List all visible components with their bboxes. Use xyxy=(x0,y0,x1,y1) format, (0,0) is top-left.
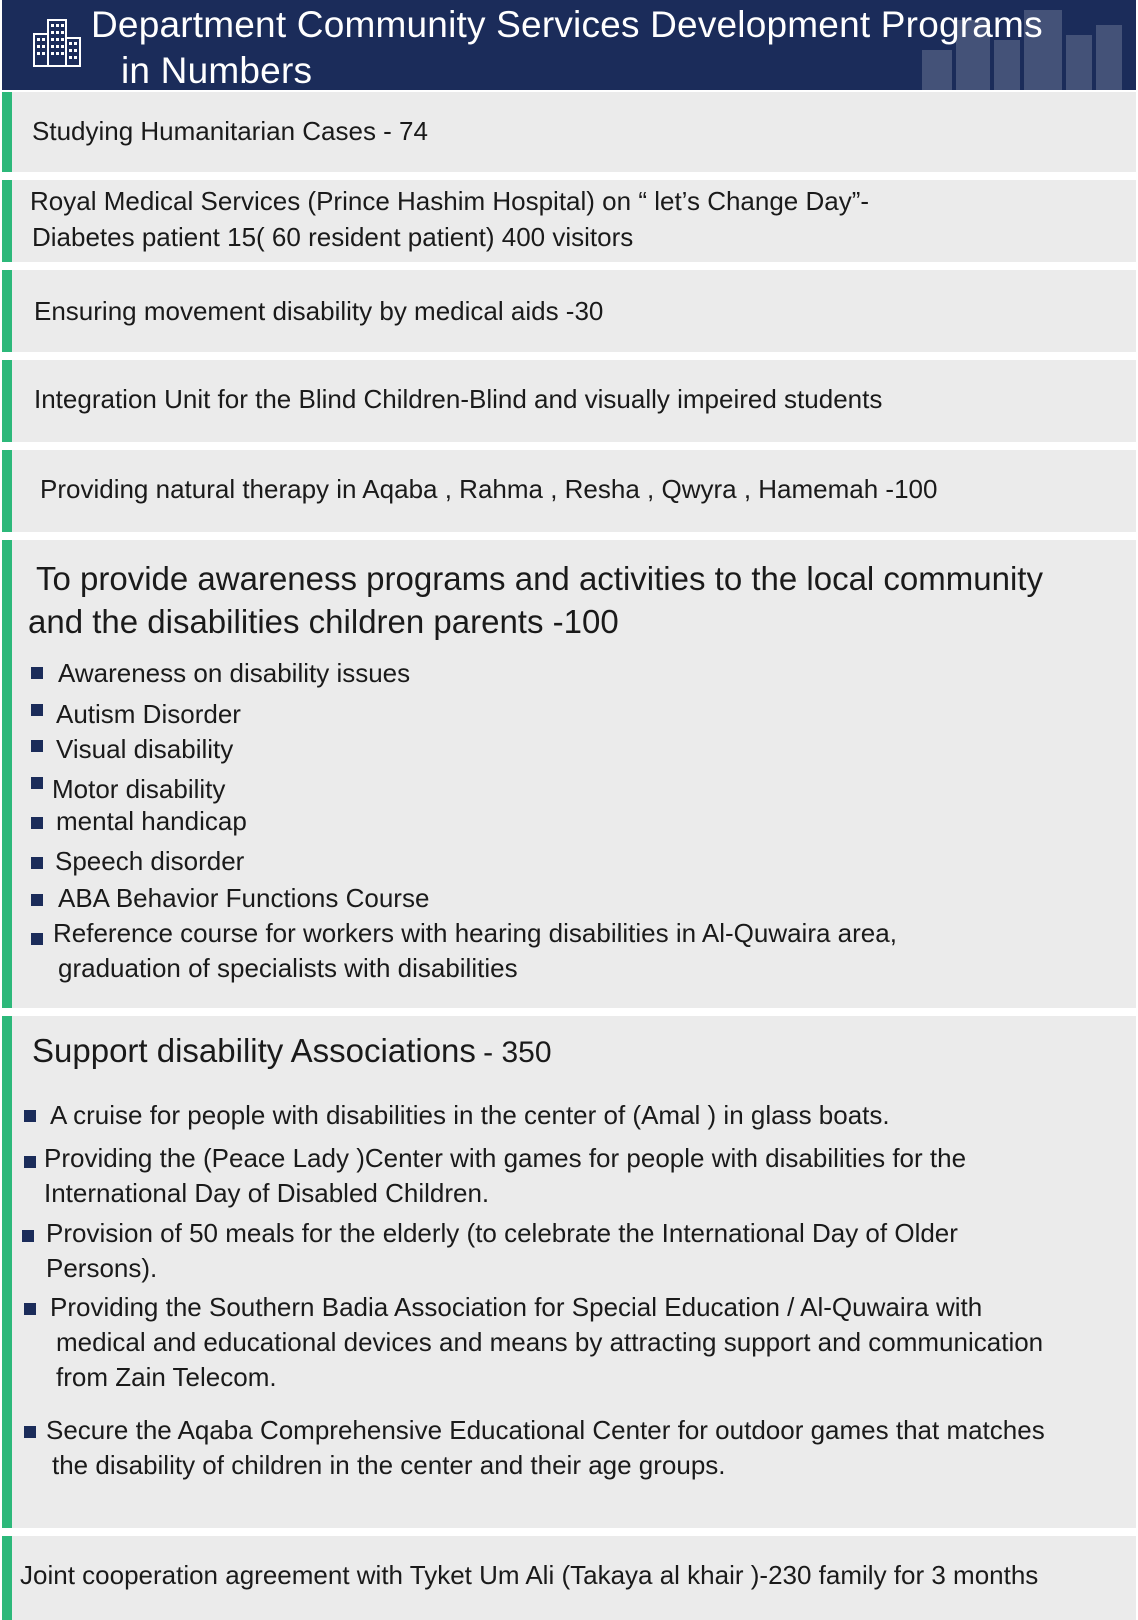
item-text-line-1: Royal Medical Services (Prince Hashim Hospital) on “ let’s Change Day”- xyxy=(30,186,870,216)
bullet-square-icon xyxy=(31,857,43,869)
support-heading-text: Support disability Associations xyxy=(32,1032,476,1069)
bullet-square-icon xyxy=(22,1230,34,1242)
bullet-square-icon xyxy=(31,817,43,829)
item-text: Integration Unit for the Blind Children-Blind and visually impeired students xyxy=(34,384,883,414)
list-item: Reference course for workers with hearing disabilities in Al-Quwaira area, xyxy=(53,918,897,948)
bullet-square-icon xyxy=(31,894,43,906)
list-item: Providing the (Peace Lady )Center with games for people with disabilities for the xyxy=(44,1143,967,1173)
support-section xyxy=(2,1016,1136,1528)
list-item: ABA Behavior Functions Course xyxy=(58,883,430,913)
list-item-continuation: graduation of specialists with disabilities xyxy=(58,953,518,983)
bullet-square-icon xyxy=(31,740,43,752)
list-item-continuation: Persons). xyxy=(46,1253,158,1283)
bullet-square-icon xyxy=(31,667,43,679)
list-item: Autism Disorder xyxy=(56,699,241,729)
item-movement xyxy=(2,270,1136,352)
bullet-square-icon xyxy=(24,1303,36,1315)
item-text: Ensuring movement disability by medical aids -30 xyxy=(34,296,604,326)
item-text: Joint cooperation agreement with Tyket Um Ali (Takaya al khair )-230 family for 3 months xyxy=(20,1560,1039,1590)
item-text-line-2: Diabetes patient 15( 60 resident patient) 400 visitors xyxy=(32,222,634,252)
list-item: Visual disability xyxy=(56,734,234,764)
list-item: mental handicap xyxy=(56,806,247,836)
item-text: Providing natural therapy in Aqaba , Rahma , Resha , Qwyra , Hamemah -100 xyxy=(40,474,938,504)
item-blind xyxy=(2,360,1136,442)
bullet-square-icon xyxy=(31,704,43,716)
page-title xyxy=(91,2,1131,90)
bullet-square-icon xyxy=(24,1156,36,1168)
list-item: Speech disorder xyxy=(55,846,245,876)
bullet-square-icon xyxy=(24,1426,36,1438)
list-item: Providing the Southern Badia Association for Special Education / Al-Quwaira with xyxy=(50,1292,983,1322)
item-humanitarian xyxy=(2,92,1136,172)
item-royal-medical xyxy=(2,180,1136,262)
bullet-square-icon xyxy=(24,1110,36,1122)
list-item: Secure the Aqaba Comprehensive Educational Center for outdoor games that matches xyxy=(46,1415,1045,1445)
item-joint-cooperation xyxy=(2,1536,1136,1620)
page-header xyxy=(2,0,1136,90)
title-line-1: Department Community Services Development Programs xyxy=(91,4,1043,45)
support-heading xyxy=(32,1030,552,1072)
item-text: Studying Humanitarian Cases - 74 xyxy=(32,116,428,146)
title-line-2: in Numbers xyxy=(121,50,313,90)
bullet-square-icon xyxy=(31,777,43,789)
bullet-square-icon xyxy=(31,933,43,945)
support-heading-count: - 350 xyxy=(483,1036,552,1069)
awareness-heading-line-2: and the disabilities children parents -100 xyxy=(28,603,619,640)
list-item-continuation: medical and educational devices and means by attracting support and communication xyxy=(56,1327,1044,1357)
building-icon xyxy=(32,16,82,68)
list-item-continuation: the disability of children in the center and their age groups. xyxy=(52,1450,726,1480)
list-item: Provision of 50 meals for the elderly (to celebrate the International Day of Older xyxy=(46,1218,958,1248)
list-item-continuation: International Day of Disabled Children. xyxy=(44,1178,490,1208)
list-item-continuation: from Zain Telecom. xyxy=(56,1362,277,1392)
list-item: A cruise for people with disabilities in the center of (Amal ) in glass boats. xyxy=(50,1100,890,1130)
list-item: Motor disability xyxy=(52,774,226,804)
awareness-heading-line-1: To provide awareness programs and activities to the local community xyxy=(36,560,1043,597)
awareness-section xyxy=(2,540,1136,1008)
item-therapy xyxy=(2,450,1136,532)
list-item: Awareness on disability issues xyxy=(58,658,411,688)
